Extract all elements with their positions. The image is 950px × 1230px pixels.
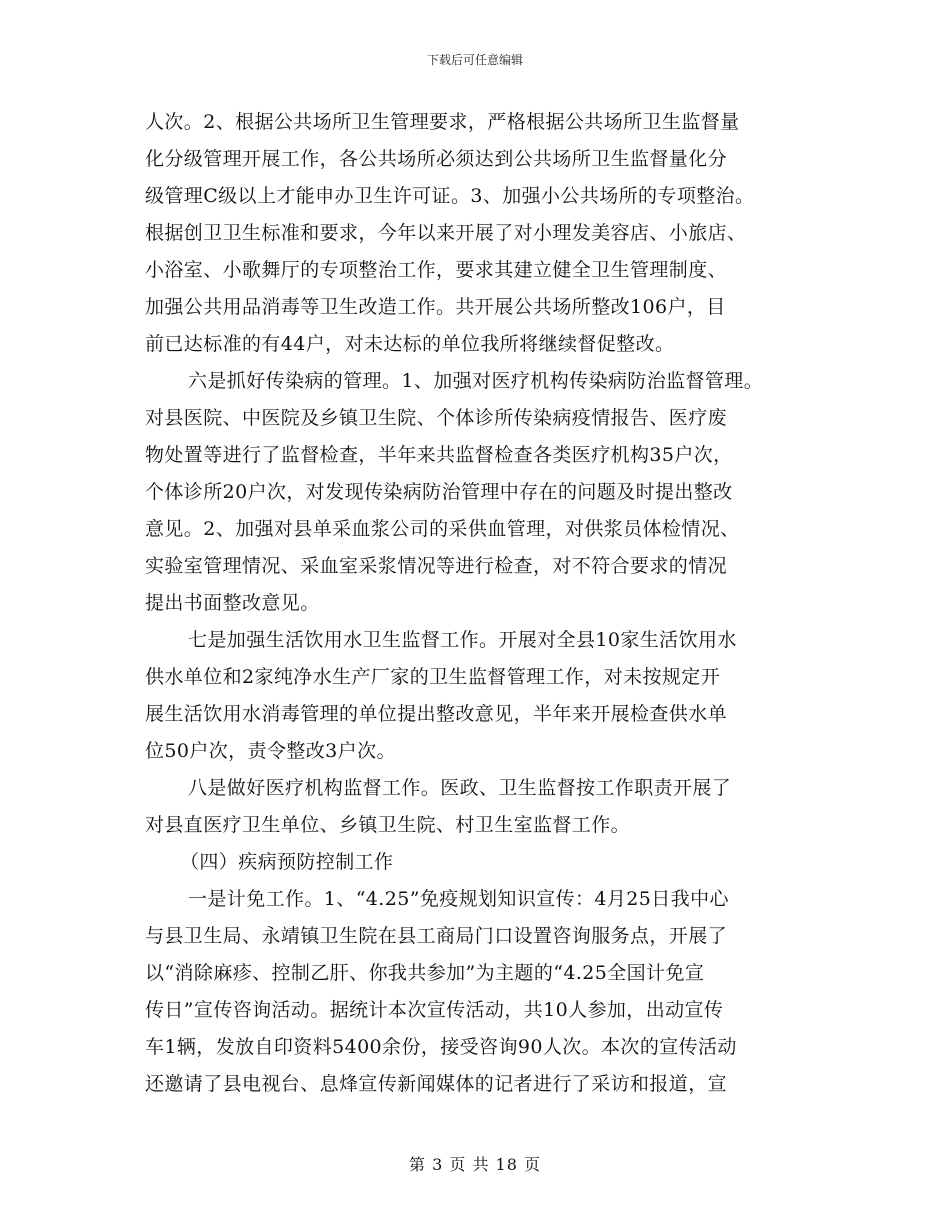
text-line: 化分级管理开展工作，各公共场所必须达到公共场所卫生监督量化分 xyxy=(145,148,728,170)
text-line: 传日”宣传咨询活动。据统计本次宣传活动，共10人参加，出动宣传 xyxy=(145,999,724,1021)
text-line: 以“消除麻疹、控制乙肝、你我共参加”为主题的“4.25全国计免宣 xyxy=(145,962,705,984)
text-line: 意见。2、加强对县单采血浆公司的采供血管理，对供浆员体检情况、 xyxy=(145,518,740,540)
text-line: 加强公共用品消毒等卫生改造工作。共开展公共场所整改106户，目 xyxy=(145,296,726,318)
paragraph-start-line: 八是做好医疗机构监督工作。医政、卫生监督按工作职责开展了 xyxy=(188,777,732,799)
text-line: 级管理C级以上才能申办卫生许可证。3、加强小公共场所的专项整治。 xyxy=(145,185,755,207)
text-line: 位50户次，责令整改3户次。 xyxy=(145,740,396,762)
text-line: 小浴室、小歌舞厅的专项整治工作，要求其建立健全卫生管理制度、 xyxy=(145,259,728,281)
text-line: 根据创卫卫生标准和要求，今年以来开展了对小理发美容店、小旅店、 xyxy=(145,222,747,244)
text-line: 个体诊所20户次，对发现传染病防治管理中存在的问题及时提出整改 xyxy=(145,481,733,503)
paragraph-start-line: 一是计免工作。1、“4.25”免疫规划知识宣传：4月25日我中心 xyxy=(188,888,729,910)
text-line: 物处置等进行了监督检查，半年来共监督检查各类医疗机构35户次， xyxy=(145,444,733,466)
page-number-footer: 第 3 页 共 18 页 xyxy=(409,1155,541,1174)
paragraph-start-line: 六是抓好传染病的管理。1、加强对医疗机构传染病防治监督管理。 xyxy=(188,370,764,392)
text-line: 前已达标准的有44户，对未达标的单位我所将继续督促整改。 xyxy=(145,333,675,355)
text-line: 对县直医疗卫生单位、乡镇卫生院、村卫生室监督工作。 xyxy=(145,814,631,836)
text-line: 人次。2、根据公共场所卫生管理要求，严格根据公共场所卫生监督量 xyxy=(145,111,740,133)
text-line: 提出书面整改意见。 xyxy=(145,592,320,614)
text-line: 供水单位和2家纯净水生产厂家的卫生监督管理工作，对未按规定开 xyxy=(145,666,721,688)
text-line: 对县医院、中医院及乡镇卫生院、个体诊所传染病疫情报告、医疗废 xyxy=(145,407,728,429)
paragraph-start-line: 七是加强生活饮用水卫生监督工作。开展对全县10家生活饮用水 xyxy=(188,629,737,651)
text-line: 还邀请了县电视台、息烽宣传新闻媒体的记者进行了采访和报道，宣 xyxy=(145,1073,728,1095)
text-line: 与县卫生局、永靖镇卫生院在县工商局门口设置咨询服务点，开展了 xyxy=(145,925,728,947)
text-line: 车1辆，发放自印资料5400余份，接受咨询90人次。本次的宣传活动 xyxy=(145,1036,737,1058)
text-line: 展生活饮用水消毒管理的单位提出整改意见，半年来开展检查供水单 xyxy=(145,703,728,725)
text-line: 实验室管理情况、采血室采浆情况等进行检查，对不符合要求的情况 xyxy=(145,555,728,577)
section-heading: （四）疾病预防控制工作 xyxy=(180,851,394,873)
page-header: 下载后可任意编辑 xyxy=(426,53,523,67)
